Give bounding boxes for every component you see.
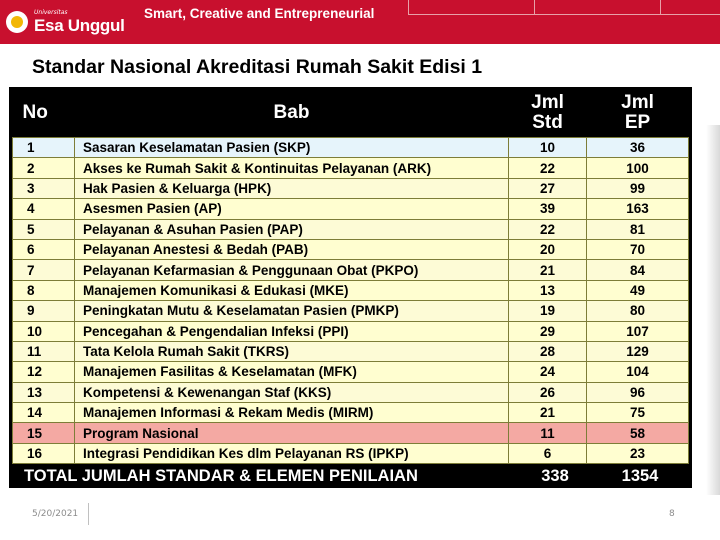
cell-bab: Manajemen Informasi & Rekam Medis (MIRM) xyxy=(75,403,509,423)
cell-jml-std: 13 xyxy=(509,280,587,300)
total-ep: 1354 xyxy=(621,466,659,485)
cell-bab: Sasaran Keselamatan Pasien (SKP) xyxy=(75,138,509,158)
column-header-jml-ep: Jml EP xyxy=(587,89,689,138)
header-bar xyxy=(0,0,720,44)
table-row xyxy=(13,301,689,321)
cell-jml-ep: 100 xyxy=(587,158,689,178)
page-number: 8 xyxy=(669,509,675,519)
table-row xyxy=(13,341,689,361)
total-label: TOTAL JUMLAH STANDAR & ELEMEN PENILAIAN xyxy=(24,466,418,485)
cell-no: 6 xyxy=(13,239,75,259)
cell-no: 13 xyxy=(13,382,75,402)
cell-jml-std: 10 xyxy=(509,138,587,158)
logo xyxy=(6,4,125,40)
cell-jml-std: 21 xyxy=(509,260,587,280)
cell-bab: Program Nasional xyxy=(75,423,509,443)
cell-jml-ep: 80 xyxy=(587,301,689,321)
cell-bab: Akses ke Rumah Sakit & Kontinuitas Pelayanan (ARK) xyxy=(75,158,509,178)
cell-no: 8 xyxy=(13,280,75,300)
cell-no: 9 xyxy=(13,301,75,321)
cell-jml-ep: 36 xyxy=(587,138,689,158)
cell-jml-ep: 96 xyxy=(587,382,689,402)
cell-jml-std: 29 xyxy=(509,321,587,341)
cell-no: 10 xyxy=(13,321,75,341)
table-row xyxy=(13,199,689,219)
cell-jml-std: 6 xyxy=(509,443,587,463)
cell-no: 14 xyxy=(13,403,75,423)
logo-name: Esa Unggul xyxy=(34,16,125,35)
table-row xyxy=(13,138,689,158)
table-header-row xyxy=(13,89,689,138)
table-row xyxy=(13,321,689,341)
cell-bab: Integrasi Pendidikan Kes dlm Pelayanan RS (IPKP) xyxy=(75,443,509,463)
cell-no: 2 xyxy=(13,158,75,178)
cell-no: 11 xyxy=(13,341,75,361)
right-edge-shadow xyxy=(706,125,720,495)
cell-bab: Pelayanan & Asuhan Pasien (PAP) xyxy=(75,219,509,239)
column-header-no: No xyxy=(13,89,75,138)
cell-no: 7 xyxy=(13,260,75,280)
cell-jml-ep: 49 xyxy=(587,280,689,300)
cell-bab: Pelayanan Anestesi & Bedah (PAB) xyxy=(75,239,509,259)
cell-bab: Peningkatan Mutu & Keselamatan Pasien (PMKP) xyxy=(75,301,509,321)
table-row xyxy=(13,443,689,463)
cell-jml-ep: 99 xyxy=(587,178,689,198)
table-row xyxy=(13,423,689,443)
table-row xyxy=(13,239,689,259)
cell-bab: Pencegahan & Pengendalian Infeksi (PPI) xyxy=(75,321,509,341)
cell-jml-ep: 163 xyxy=(587,199,689,219)
cell-jml-std: 27 xyxy=(509,178,587,198)
table-row xyxy=(13,178,689,198)
cell-bab: Pelayanan Kefarmasian & Penggunaan Obat (PKPO) xyxy=(75,260,509,280)
cell-no: 4 xyxy=(13,199,75,219)
cell-jml-ep: 104 xyxy=(587,362,689,382)
cell-jml-std: 24 xyxy=(509,362,587,382)
cell-jml-ep: 58 xyxy=(587,423,689,443)
table-row xyxy=(13,158,689,178)
cell-jml-ep: 107 xyxy=(587,321,689,341)
header-divider-box xyxy=(534,0,661,15)
column-header-jml-std: Jml Std xyxy=(509,89,587,138)
cell-no: 15 xyxy=(13,423,75,443)
accreditation-table xyxy=(12,89,689,464)
cell-no: 16 xyxy=(13,443,75,463)
cell-jml-std: 22 xyxy=(509,219,587,239)
cell-jml-ep: 75 xyxy=(587,403,689,423)
total-row xyxy=(12,465,688,487)
cell-bab: Kompetensi & Kewenangan Staf (KKS) xyxy=(75,382,509,402)
table-row xyxy=(13,362,689,382)
slide-date: 5/20/2021 xyxy=(32,509,79,519)
logo-subtitle: Universitas xyxy=(34,9,68,16)
cell-no: 5 xyxy=(13,219,75,239)
cell-jml-std: 21 xyxy=(509,403,587,423)
cell-jml-std: 39 xyxy=(509,199,587,219)
cell-jml-std: 22 xyxy=(509,158,587,178)
cell-jml-ep: 23 xyxy=(587,443,689,463)
table-row xyxy=(13,219,689,239)
header-divider-box xyxy=(660,0,720,15)
column-header-bab: Bab xyxy=(75,89,509,138)
cell-jml-ep: 81 xyxy=(587,219,689,239)
table-row xyxy=(13,403,689,423)
cell-jml-ep: 84 xyxy=(587,260,689,280)
cell-bab: Manajemen Fasilitas & Keselamatan (MFK) xyxy=(75,362,509,382)
table-row xyxy=(13,260,689,280)
cell-jml-std: 11 xyxy=(509,423,587,443)
cell-bab: Asesmen Pasien (AP) xyxy=(75,199,509,219)
esa-unggul-emblem-icon xyxy=(6,11,28,33)
cell-jml-std: 26 xyxy=(509,382,587,402)
cell-no: 1 xyxy=(13,138,75,158)
cell-jml-ep: 70 xyxy=(587,239,689,259)
cell-bab: Manajemen Komunikasi & Edukasi (MKE) xyxy=(75,280,509,300)
header-divider-box xyxy=(408,0,535,15)
cell-no: 12 xyxy=(13,362,75,382)
footer-divider xyxy=(88,503,89,525)
cell-jml-std: 28 xyxy=(509,341,587,361)
slide-title: Standar Nasional Akreditasi Rumah Sakit Edisi 1 xyxy=(32,56,483,78)
cell-jml-std: 19 xyxy=(509,301,587,321)
cell-jml-std: 20 xyxy=(509,239,587,259)
cell-bab: Hak Pasien & Keluarga (HPK) xyxy=(75,178,509,198)
total-std: 338 xyxy=(541,466,569,485)
table-row xyxy=(13,382,689,402)
cell-bab: Tata Kelola Rumah Sakit (TKRS) xyxy=(75,341,509,361)
accreditation-table-frame xyxy=(9,87,692,488)
table-row xyxy=(13,280,689,300)
cell-no: 3 xyxy=(13,178,75,198)
tagline: Smart, Creative and Entrepreneurial xyxy=(144,6,375,21)
cell-jml-ep: 129 xyxy=(587,341,689,361)
